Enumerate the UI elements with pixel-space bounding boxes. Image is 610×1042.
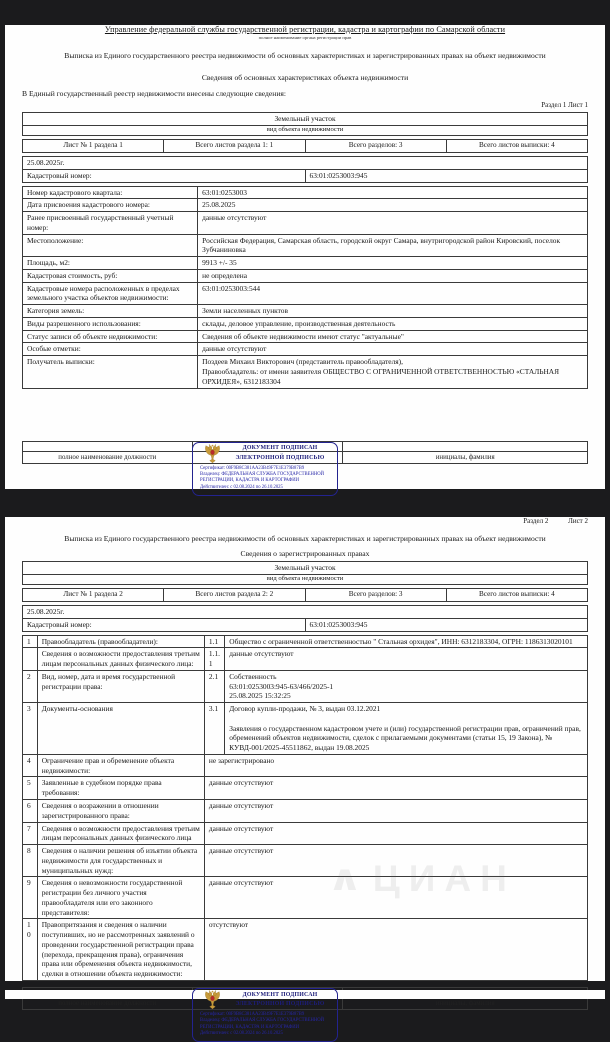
table-row [23,670,588,702]
table-row [23,199,588,212]
document-title: Выписка из Единого государственного реестра недвижимости об основных характеристиках и зарегистрированных правах на объект недвижимости [64,534,546,543]
table-cell: 9 [23,877,38,919]
sheet-cell: Всего листов выписки: 4 [446,140,587,153]
table-cell: Вид, номер, дата и время государственной регистрации права: [37,670,204,702]
object-type-caption: вид объекта недвижимости [23,574,588,585]
table-row [23,343,588,356]
table-cell: Местоположение: [23,234,198,257]
table-row [23,845,588,877]
table-cell: 4 [23,754,38,777]
table-row [23,282,588,305]
table-cell: 7 [23,822,38,845]
position-name-label: полное наименование должности [23,451,193,463]
stamp-title-line2: ЭЛЕКТРОННОЙ ПОДПИСЬЮ [235,454,325,461]
authority-caption: полное наименование органа регистрации прав [258,35,352,40]
main-characteristics-table [22,186,588,389]
table-row [23,330,588,343]
table-cell: 63:01:0253003 [198,186,588,199]
table-cell: Сведения о возможности предоставления третьим лицам персональных данных физического лица: [37,648,204,671]
document-page-1 [5,25,605,489]
cadastral-number: 63:01:0253003:945 [305,169,588,182]
table-cell: Сведения о наличии решения об изъятии объекта недвижимости для государственных и муниципальных нужд: [37,845,204,877]
table-cell: Кадастровые номера расположенных в пределах земельного участка объектов недвижимости: [23,282,198,305]
table-cell: Земли населенных пунктов [198,305,588,318]
table-cell: 2 [23,670,38,702]
table-cell: Поздеев Михаил Викторович (представитель правообладателя), Правообладатель: от имени заявителя ОБЩЕСТВО С ОГРАНИЧЕННОЙ ОТВЕТСТВЕННОСТЬЮ «СТАЛЬНАЯ ОРХИДЕЯ», 6312183304 [198,356,588,388]
table-cell: Номер кадастрового квартала: [23,186,198,199]
table-cell: Статус записи об объекте недвижимости: [23,330,198,343]
sheet-cell: Всего листов раздела 2: 2 [164,589,305,602]
table-cell: Сведения об объекте недвижимости имеют статус "актуальные" [198,330,588,343]
table-row [23,635,588,648]
table-cell: 25.08.2025 [198,199,588,212]
sheet-cell: Всего листов выписки: 4 [446,589,587,602]
table-cell: Правообладатель (правообладатели): [37,635,204,648]
cian-logo-watermark-icon: ∧ [327,858,363,899]
registered-rights-table [22,635,588,982]
table-row [23,212,588,235]
digital-signature-stamp [192,988,338,1042]
extract-date: 25.08.2025г. [23,156,588,169]
table-cell: Сведения о возможности предоставления третьим лицам персональных данных физического лица [37,822,204,845]
table-cell: Площадь, м2: [23,257,198,270]
position-name-label: полное наименование должности [23,998,193,1010]
table-cell [23,648,38,671]
table-row [23,305,588,318]
registration-authority-name: Управление федеральной службы государственной регистрации, кадастра и картографии по Самарской области [104,25,506,34]
row-label: Кадастровый номер: [23,618,306,631]
table-cell: Заявленные в судебном порядке права требования: [37,777,204,800]
stamp-validity: Действителен: с 02.08.2024 по 26.10.2025 [200,1031,283,1037]
table-cell: Сведения о невозможности государственной регистрации без личного участия правообладателя или его законного представителя: [37,877,204,919]
intro-line: В Единый государственный реестр недвижимости внесены следующие сведения: [22,89,286,98]
table-cell: данные отсутствуют [204,877,587,919]
table-cell: Документы-основания [37,703,204,755]
section-sheet-label: Раздел 1 Лист 1 [541,101,588,109]
table-cell: данные отсутствуют [198,343,588,356]
signature-block [22,441,588,490]
table-cell: склады, деловое управление, производственная деятельность [198,317,588,330]
table-row [23,356,588,388]
table-cell: не зарегистрировано [204,754,587,777]
object-type: Земельный участок [23,562,588,575]
table-cell: Дата присвоения кадастрового номера: [23,199,198,212]
table-row [23,703,588,755]
table-cell: данные отсутствуют [198,212,588,235]
table-row [23,186,588,199]
initials-surname-label: инициалы, фамилия [343,451,588,463]
table-row [23,754,588,777]
table-row [23,269,588,282]
table-row [23,822,588,845]
document-page-2 [5,517,605,1037]
table-cell: Ранее присвоенный государственный учетный номер: [23,212,198,235]
table-row [23,257,588,270]
table-row [23,648,588,671]
table-cell: 63:01:0253003:544 [198,282,588,305]
table-row [23,799,588,822]
date-cadastral-table [22,605,588,632]
table-row [23,317,588,330]
sheet-label: Лист 2 [568,517,588,525]
stamp-title-line1: ДОКУМЕНТ ПОДПИСАН [242,445,318,452]
table-cell: 3.1 [204,703,224,755]
initials-surname-label: инициалы, фамилия [343,998,588,1010]
table-cell: Сведения о возражении в отношении зарегистрированного права: [37,799,204,822]
table-cell: Российская Федерация, Самарская область, городской округ Самара, внутригородской район Кировский, поселок Зубчаниновка [198,234,588,257]
table-cell: 1 [23,635,38,648]
table-cell: 5 [23,777,38,800]
sheet-cell: Лист № 1 раздела 1 [23,140,164,153]
table-cell: Особые отметки: [23,343,198,356]
section-label: Раздел 2 [523,517,549,525]
stamp-owner: Владелец: ФЕДЕРАЛЬНАЯ СЛУЖБА ГОСУДАРСТВЕННОЙ РЕГИСТРАЦИИ, КАДАСТРА И КАРТОГРАФИИ [200,471,324,484]
table-cell: 1.1 [204,635,224,648]
stamp-title-line2: ЭЛЕКТРОННОЙ ПОДПИСЬЮ [235,1001,325,1007]
table-cell: данные отсутствуют [204,822,587,845]
digital-signature-stamp [192,442,338,496]
stamp-certificate: Сертификат: 00F9B8C381AA23B49F7E1E379B87B9 [200,1012,305,1017]
sheets-header-table [22,588,588,602]
object-type: Земельный участок [23,113,588,126]
table-cell: Общество с ограниченной ответственностью " Стальная орхидея", ИНН: 6312183304, ОГРН: 1186313020101 [225,635,588,648]
table-cell: данные отсутствуют [204,845,587,877]
table-cell: Получатель выписки: [23,356,198,388]
document-title: Выписка из Единого государственного реестра недвижимости об основных характеристиках и зарегистрированных правах на объект недвижимости [64,51,546,60]
sheet-cell: Всего разделов: 3 [305,140,446,153]
table-row [23,777,588,800]
table-cell: Правопритязания и сведения о наличии поступивших, но не рассмотренных заявлений о проведении государственной регистрации права (перехода, прекращения права), ограничения права или обременения объекта недвижимости, сделки в отношении объекта недвижимости: [37,919,204,981]
table-cell: 10 [23,919,38,981]
coat-of-arms-eagle-icon [204,990,221,1010]
row-label: Кадастровый номер: [23,169,306,182]
table-cell: данные отсутствуют [204,777,587,800]
screenshot-root [0,25,610,1037]
table-cell: не определена [198,269,588,282]
document-subtitle: Сведения об основных характеристиках объекта недвижимости [201,73,409,82]
table-cell: 8 [23,845,38,877]
table-cell: 6 [23,799,38,822]
table-cell: Договор купли-продажи, № 3, выдан 03.12.2021 Заявления о государственном кадастровом учете и (или) государственной регистрации прав, ограничений прав, обременений объектов недвижимости, сделок с прилагаемыми документами (статьи 15, 19 Закона), № КУВД-001/2025-45511862, выдан 19.08.2025 [225,703,588,755]
cadastral-number: 63:01:0253003:945 [305,618,588,631]
table-cell: данные отсутствуют [225,648,588,671]
table-cell: 3 [23,703,38,755]
document-subtitle: Сведения о зарегистрированных правах [240,549,370,558]
section-sheet-label [22,517,588,525]
table-row [23,877,588,919]
table-cell: данные отсутствуют [204,799,587,822]
table-row [23,919,588,981]
table-cell: отсутствуют [204,919,587,981]
stamp-validity: Действителен: с 02.08.2024 по 26.10.2025 [200,484,283,490]
stamp-owner: Владелец: ФЕДЕРАЛЬНАЯ СЛУЖБА ГОСУДАРСТВЕННОЙ РЕГИСТРАЦИИ, КАДАСТРА И КАРТОГРАФИИ [200,1018,324,1030]
stamp-certificate: Сертификат: 00F9B8C381AA23B49F7E1E379B87B9 [200,465,305,471]
sheet-cell: Всего разделов: 3 [305,589,446,602]
table-cell: 9913 +/- 35 [198,257,588,270]
sheet-cell: Всего листов раздела 1: 1 [164,140,305,153]
table-cell: Кадастровая стоимость, руб: [23,269,198,282]
object-type-table [22,112,588,136]
extract-date: 25.08.2025г. [23,605,588,618]
object-type-caption: вид объекта недвижимости [23,125,588,136]
table-cell: Категория земель: [23,305,198,318]
table-row [23,234,588,257]
table-cell: 1.1.1 [204,648,224,671]
sheet-cell: Лист № 1 раздела 2 [23,589,164,602]
table-cell: Ограничение прав и обременение объекта недвижимости: [37,754,204,777]
table-cell: Виды разрешенного использования: [23,317,198,330]
stamp-title-line1: ДОКУМЕНТ ПОДПИСАН [242,991,318,998]
table-cell: Собственность 63:01:0253003:945-63/466/2025-1 25.08.2025 15:32:25 [225,670,588,702]
date-cadastral-table [22,156,588,183]
sheets-header-table [22,139,588,153]
table-cell: 2.1 [204,670,224,702]
watermark-text: ЦИАН [372,857,516,899]
coat-of-arms-eagle-icon [204,444,221,464]
object-type-table [22,561,588,585]
